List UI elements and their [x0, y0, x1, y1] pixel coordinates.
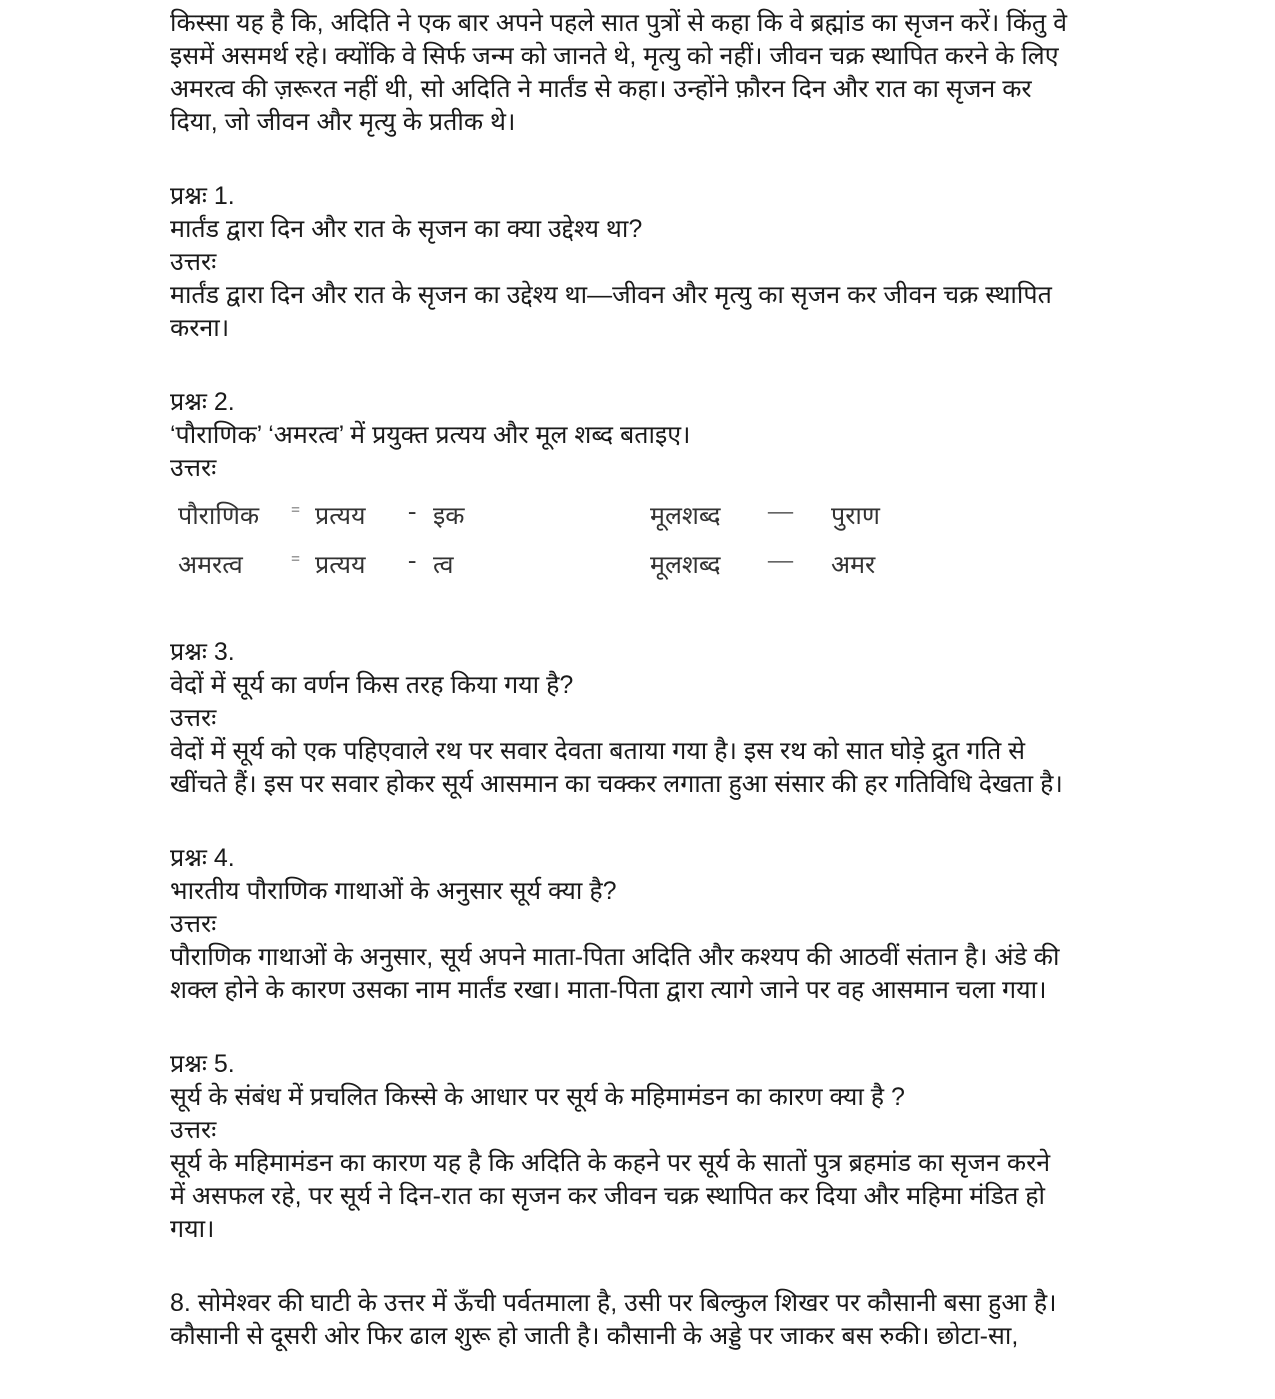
answer-line: करना।	[170, 314, 230, 342]
answer-line: वेदों में सूर्य को एक पहिएवाले रथ पर सवार देवता बताया गया है। इस रथ को सात घोड़े द्रुत गति से	[170, 737, 1026, 765]
question-text: वेदों में सूर्य का वर्णन किस तरह किया गया है?	[170, 671, 574, 699]
answer-label: उत्तरः	[170, 454, 217, 482]
question-block-1	[170, 180, 1135, 345]
intro-line: इसमें असमर्थ रहे। क्योंकि वे सिर्फ जन्म को जानते थे, मृत्यु को नहीं। जीवन चक्र स्थापित करने के लिए	[170, 42, 1059, 70]
root-word: अमर	[831, 552, 876, 579]
question-label: प्रश्नः 4.	[170, 844, 235, 872]
question-text: सूर्य के संबंध में प्रचलित किस्से के आधार पर सूर्य के महिमामंडन का कारण क्या है ?	[170, 1083, 905, 1111]
answer-line: गया।	[170, 1215, 215, 1243]
equals-sign: =	[291, 551, 301, 568]
question-text: भारतीय पौराणिक गाथाओं के अनुसार सूर्य क्या है?	[170, 877, 617, 905]
question-text: मार्तंड द्वारा दिन और रात के सृजन का क्या उद्देश्य था?	[170, 215, 643, 243]
answer-label: उत्तरः	[170, 248, 217, 276]
answer-line: खींचते हैं। इस पर सवार होकर सूर्य आसमान का चक्कर लगाता हुआ संसार की हर गतिविधि देखता है।	[170, 770, 1063, 798]
intro-line: दिया, जो जीवन और मृत्यु के प्रतीक थे।	[170, 108, 516, 136]
intro-line: अमरत्व की ज़रूरत नहीं थी, सो अदिति ने मार्तंड से कहा। उन्होंने फ़ौरन दिन और रात का सृजन कर	[170, 75, 1032, 103]
passage-8	[170, 1287, 1135, 1353]
passage-line: 8. सोमेश्वर की घाटी के उत्तर में ऊँची पर्वतमाला है, उसी पर बिल्कुल शिखर पर कौसानी बसा हुआ है।	[170, 1289, 1057, 1317]
suffix: त्व	[433, 552, 454, 579]
document-page	[170, 7, 1135, 1353]
question-block-3	[170, 636, 1135, 801]
answer-line: सूर्य के महिमामंडन का कारण यह है कि अदिति के कहने पर सूर्य के सातों पुत्र ब्रहमांड का सृजन करने	[170, 1149, 1051, 1177]
suffix: इक	[433, 503, 465, 530]
answer-label: उत्तरः	[170, 1116, 217, 1144]
root-label: मूलशब्द	[650, 503, 721, 530]
word: अमरत्व	[178, 552, 243, 579]
root-label: मूलशब्द	[650, 552, 721, 579]
question-block-5	[170, 1048, 1135, 1246]
root-word: पुराण	[831, 503, 880, 530]
intro-paragraph	[170, 7, 1135, 139]
question-label: प्रश्नः 1.	[170, 182, 235, 210]
question-block-2	[170, 386, 1135, 598]
intro-line: किस्सा यह है कि, अदिति ने एक बार अपने पहले सात पुत्रों से कहा कि वे ब्रह्मांड का सृजन करें। किंतु वे	[170, 9, 1068, 37]
question-block-4	[170, 842, 1135, 1007]
pratyay-label: प्रत्यय	[315, 503, 366, 530]
answer-label: उत्तरः	[170, 910, 217, 938]
question-label: प्रश्नः 5.	[170, 1050, 235, 1078]
dash: -	[408, 547, 417, 574]
question-label: प्रश्नः 2.	[170, 388, 235, 416]
word: पौराणिक	[178, 503, 260, 530]
equals-sign: =	[291, 502, 301, 519]
passage-line: कौसानी से दूसरी ओर फिर ढाल शुरू हो जाती है। कौसानी के अड्डे पर जाकर बस रुकी। छोटा-सा,	[170, 1322, 1019, 1350]
pratyay-label: प्रत्यय	[315, 552, 366, 579]
dash: -	[408, 498, 417, 525]
answer-line: मार्तंड द्वारा दिन और रात के सृजन का उद्देश्य था—जीवन और मृत्यु का सृजन कर जीवन चक्र स्थापित	[170, 281, 1052, 309]
answer-line: में असफल रहे, पर सूर्य ने दिन-रात का सृजन कर जीवन चक्र स्थापित कर दिया और महिमा मंडित हो	[170, 1182, 1046, 1210]
answer-line: पौराणिक गाथाओं के अनुसार, सूर्य अपने माता-पिता अदिति और कश्यप की आठवीं संतान है। अंडे की	[170, 943, 1060, 971]
answer-line: शक्ल होने के कारण उसका नाम मार्तंड रखा। माता-पिता द्वारा त्यागे जाने पर वह आसमान चला गया।	[170, 976, 1047, 1004]
suffix-root-table	[170, 498, 1135, 598]
question-label: प्रश्नः 3.	[170, 638, 235, 666]
question-text: ‘पौराणिक’ ‘अमरत्व’ में प्रयुक्त प्रत्यय और मूल शब्द बताइए।	[170, 421, 691, 449]
em-dash: —	[768, 498, 793, 525]
em-dash: —	[768, 547, 793, 574]
answer-label: उत्तरः	[170, 704, 217, 732]
